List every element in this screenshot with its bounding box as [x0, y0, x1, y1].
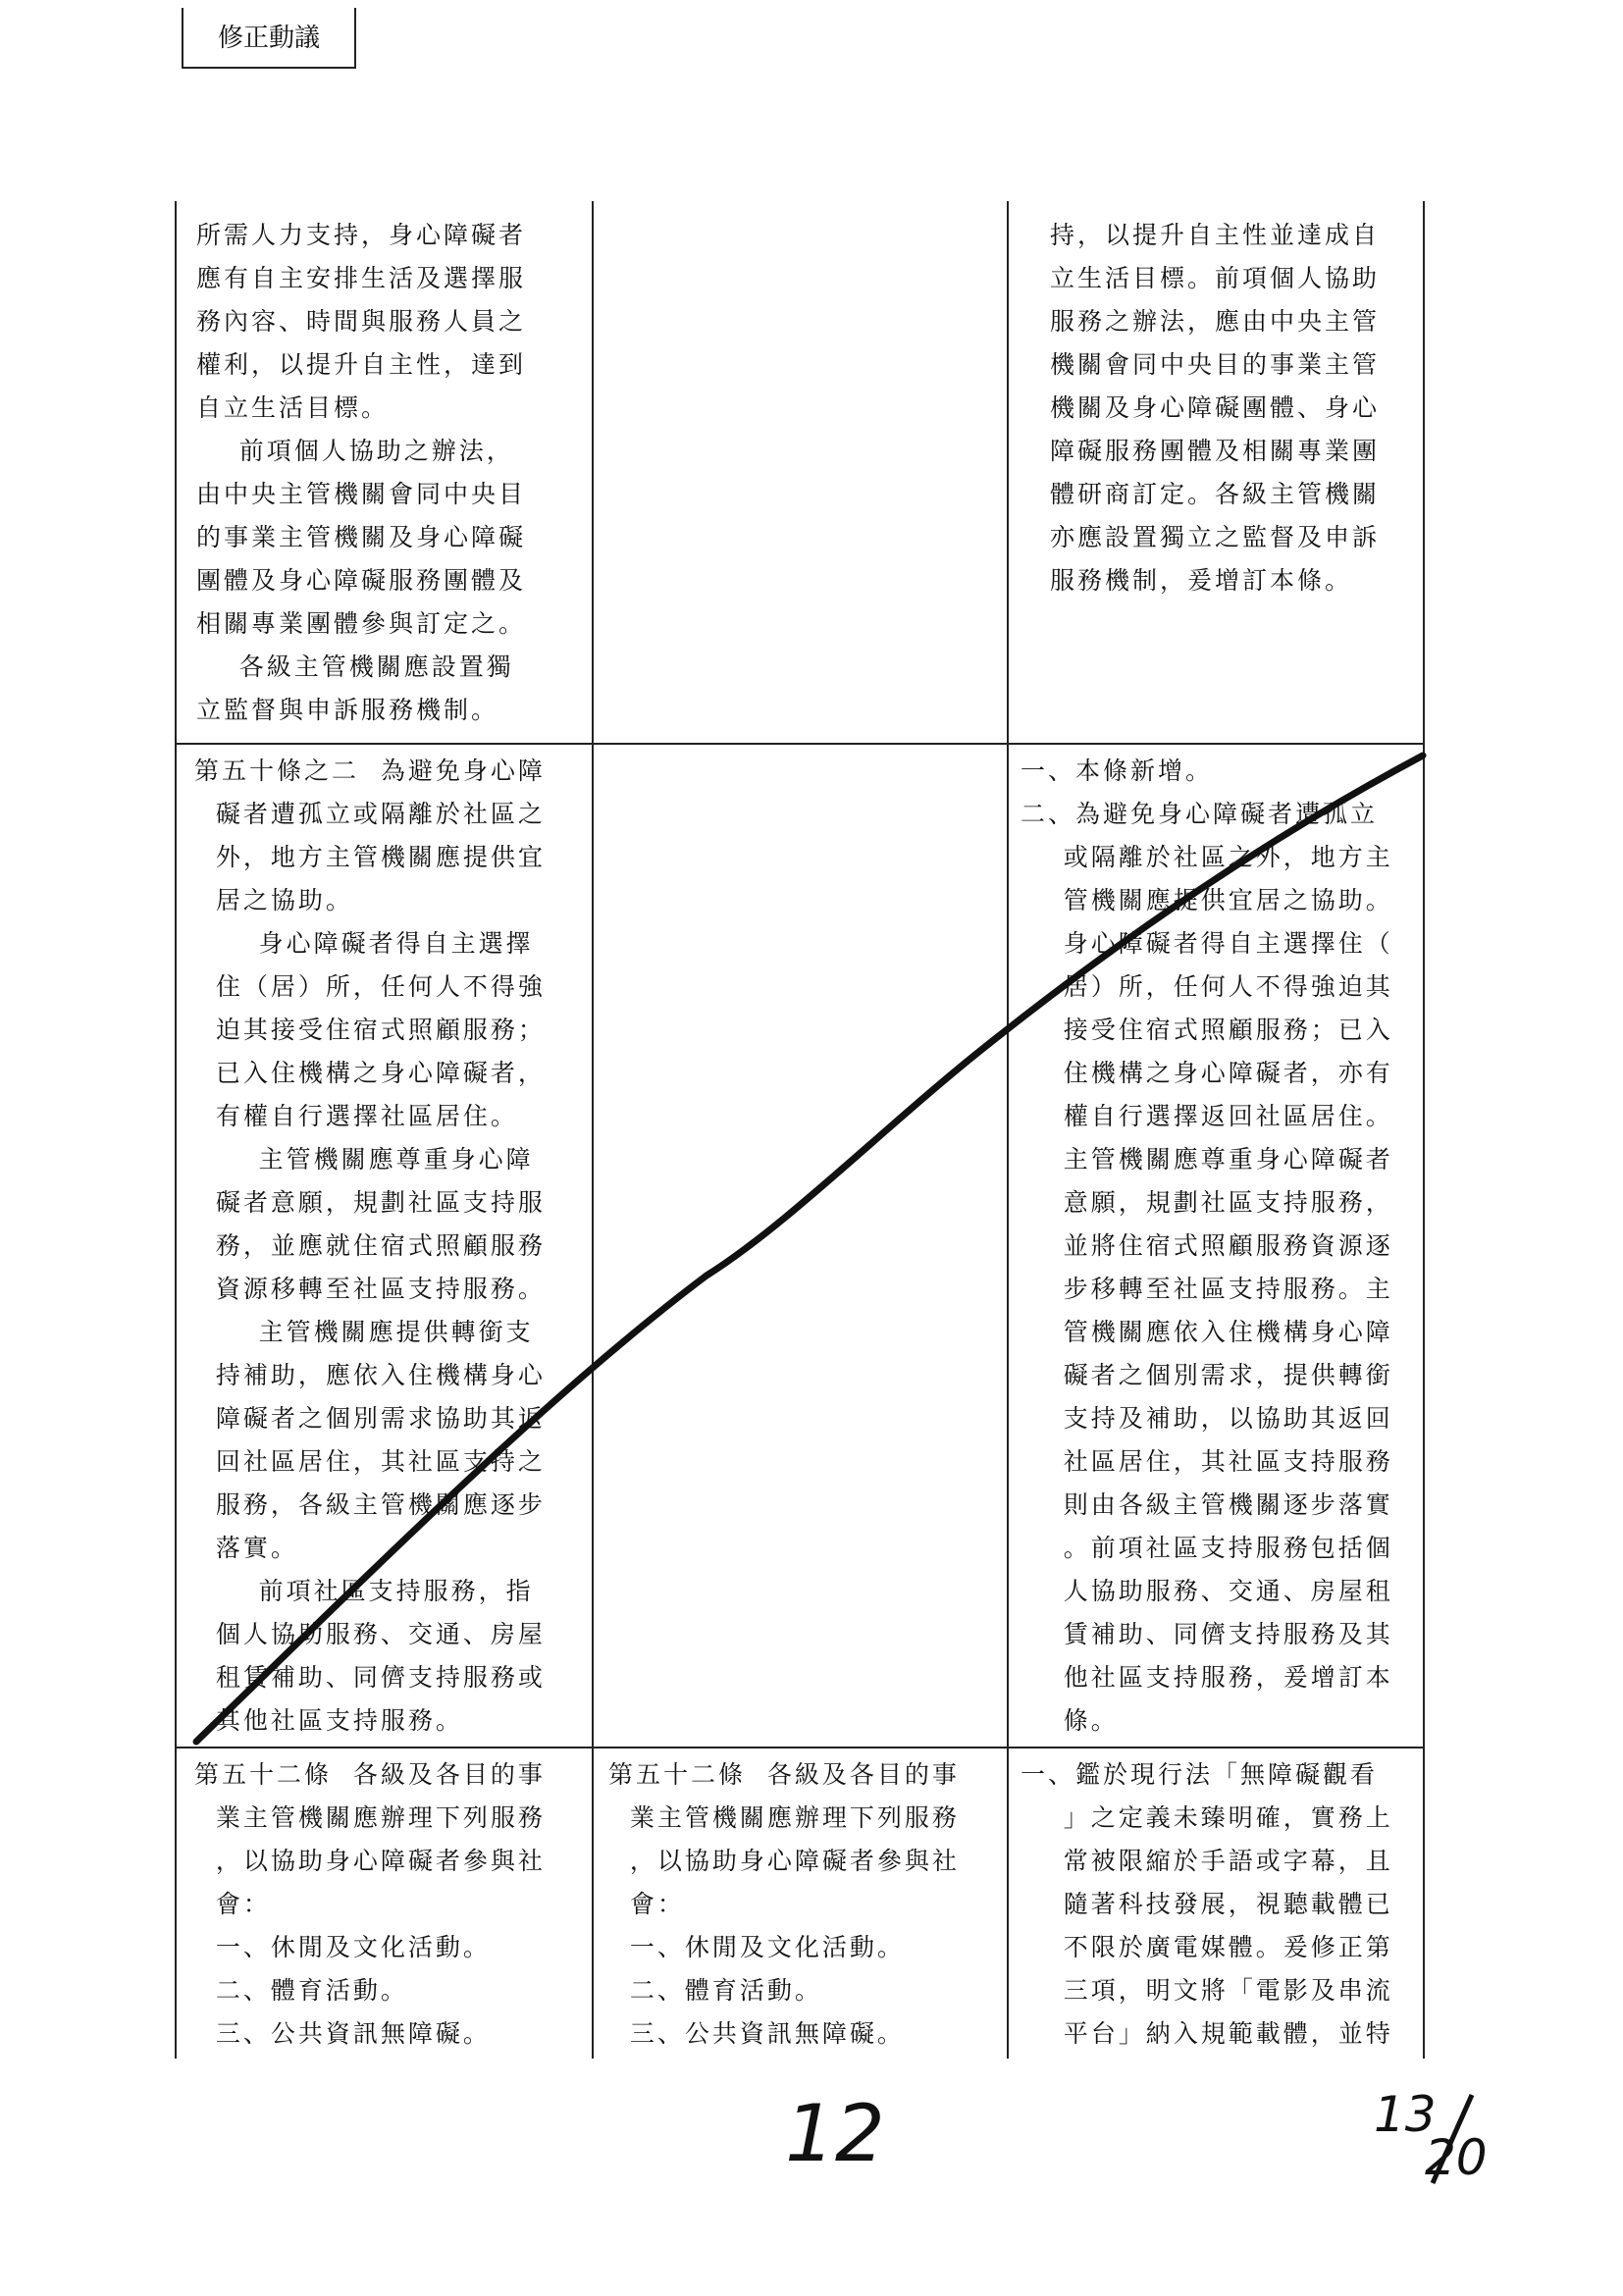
cell-line: 持補助，應依入住機構身心 — [194, 1361, 546, 1389]
cell-line: 三、公共資訊無障礙。 — [608, 2019, 905, 2048]
cell-line: 第五十二條 各級及各目的事 — [194, 1760, 546, 1789]
cell-line: ，以協助身心障礙者參與社 — [608, 1847, 960, 1875]
cell-line: 二、為避免身心障礙者遭孤立 — [1021, 800, 1379, 828]
cell-line: 住機構之身心障礙者，亦有 — [1021, 1059, 1393, 1087]
cell-line: 服務，各級主管機關應逐步 — [194, 1490, 546, 1519]
cell-line: 接受住宿式照顧服務；已入 — [1021, 1016, 1393, 1044]
cell-line: 外，地方主管機關應提供宜 — [194, 843, 546, 871]
cell-line: 三項，明文將「電影及串流 — [1021, 1976, 1393, 2005]
cell-line: 立監督與申訴服務機制。 — [196, 696, 499, 724]
cell-line: 個人協助服務、交通、房屋 — [194, 1620, 546, 1648]
cell-line: 意願，規劃社區支持服務， — [1021, 1188, 1393, 1217]
cell-line: 主管機關應提供轉銜支 — [194, 1318, 534, 1346]
cell-line: 服務機制，爰增訂本條。 — [1050, 566, 1353, 595]
cell-line: 迫其接受住宿式照顧服務； — [194, 1016, 546, 1044]
cell-line: 由中央主管機關會同中央目 — [196, 480, 527, 508]
sheet-fraction-top: 13 — [1374, 2086, 1437, 2143]
cell-line: 機關及身心障礙團體、身心 — [1050, 393, 1381, 422]
cell-line: 社區居住，其社區支持服務 — [1021, 1447, 1393, 1476]
cell-line: 。前項社區支持服務包括個 — [1021, 1534, 1393, 1562]
cell-line: 體研商訂定。各級主管機關 — [1050, 480, 1381, 508]
sheet-fraction-bottom: 20 — [1425, 2129, 1488, 2186]
cell-line: 礙者之個別需求，提供轉銜 — [1021, 1361, 1393, 1389]
cell-line: 他社區支持服務，爰增訂本 — [1021, 1663, 1393, 1692]
cell-line: 的事業主管機關及身心障礙 — [196, 523, 527, 551]
cell-line: 不限於廣電媒體。爰修正第 — [1021, 1933, 1393, 1961]
cell-line: 權自行選擇返回社區居住。 — [1021, 1102, 1393, 1130]
cell-line: 主管機關應尊重身心障 — [194, 1145, 534, 1174]
cell-line: 會： — [194, 1890, 271, 1918]
cell-line: 服務之辦法，應由中央主管 — [1050, 307, 1381, 336]
cell-line: 第五十二條 各級及各目的事 — [608, 1760, 960, 1789]
cell-line: 二、體育活動。 — [608, 1976, 822, 2005]
cell-line: 所需人力支持，身心障礙者 — [196, 221, 527, 249]
cell-line: 有權自行選擇社區居住。 — [194, 1102, 518, 1130]
cell-line: 資源移轉至社區支持服務。 — [194, 1275, 546, 1303]
cell-line: 賃補助、同儕支持服務及其 — [1021, 1620, 1393, 1648]
cell-line: 自立生活目標。 — [196, 393, 390, 422]
cell-line: 則由各級主管機關逐步落實 — [1021, 1490, 1393, 1519]
cell-line: 並將住宿式照顧服務資源逐 — [1021, 1231, 1393, 1260]
cell-line: 礙者意願，規劃社區支持服 — [194, 1188, 546, 1217]
cell-line: 身心障礙者得自主選擇 — [194, 929, 534, 958]
cell-line: 前項個人協助之辦法， — [196, 437, 514, 465]
cell-line: 三、公共資訊無障礙。 — [194, 2019, 491, 2048]
cell-line: 支持及補助，以協助其返回 — [1021, 1404, 1393, 1433]
cell-line: 管機關應依入住機構身心障 — [1021, 1318, 1393, 1346]
cell-line: 主管機關應尊重身心障礙者 — [1021, 1145, 1393, 1174]
cell-line: 一、鑑於現行法「無障礙觀看 — [1021, 1760, 1379, 1789]
cell-line: 步移轉至社區支持服務。主 — [1021, 1275, 1393, 1303]
cell-line: 一、休閒及文化活動。 — [608, 1933, 905, 1961]
cell-line: 業主管機關應辦理下列服務 — [608, 1803, 960, 1832]
cell-line: 障礙服務團體及相關專業團 — [1050, 437, 1381, 465]
cell-line: 持，以提升自主性並達成自 — [1050, 221, 1381, 249]
cell-line: 相關專業團體參與訂定之。 — [196, 609, 527, 638]
cell-line: 或隔離於社區之外，地方主 — [1021, 843, 1393, 871]
cell-line: 業主管機關應辦理下列服務 — [194, 1803, 546, 1832]
cell-line: 亦應設置獨立之監督及申訴 — [1050, 523, 1381, 551]
cell-line: 」之定義未臻明確，實務上 — [1021, 1803, 1393, 1832]
cell-line: 障礙者之個別需求協助其返 — [194, 1404, 546, 1433]
cell-line: 權利，以提升自主性，達到 — [196, 350, 527, 379]
cell-line: 人協助服務、交通、房屋租 — [1021, 1577, 1393, 1605]
cell-line: 身心障礙者得自主選擇住（ — [1021, 929, 1393, 958]
cell-line: 平台」納入規範載體，並特 — [1021, 2019, 1393, 2048]
cell-line: 已入住機構之身心障礙者， — [194, 1059, 546, 1087]
cell-line: 立生活目標。前項個人協助 — [1050, 264, 1381, 292]
cell-line: 礙者遭孤立或隔離於社區之 — [194, 800, 546, 828]
cell-line: 應有自主安排生活及選擇服 — [196, 264, 527, 292]
cell-line: 回社區居住，其社區支持之 — [194, 1447, 546, 1476]
cell-line: 務內容、時間與服務人員之 — [196, 307, 527, 336]
cell-line: 二、體育活動。 — [194, 1976, 408, 2005]
cell-line: 一、本條新增。 — [1021, 757, 1214, 785]
cell-line: 落實。 — [194, 1534, 298, 1562]
cell-line: 其他社區支持服務。 — [194, 1706, 463, 1735]
cell-line: 住（居）所，任何人不得強 — [194, 972, 546, 1001]
cell-line: 管機關應提供宜居之協助。 — [1021, 886, 1393, 914]
cell-line: 隨著科技發展，視聽載體已 — [1021, 1890, 1393, 1918]
amendment-motion-stamp: 修正動議 — [182, 8, 356, 69]
cell-line: ，以協助身心障礙者參與社 — [194, 1847, 546, 1875]
cell-line: 前項社區支持服務，指 — [194, 1577, 534, 1605]
cell-line: 居）所，任何人不得強迫其 — [1021, 972, 1393, 1001]
cell-line: 機關會同中央目的事業主管 — [1050, 350, 1381, 379]
cell-line: 第五十條之二 為避免身心障 — [194, 757, 546, 785]
cell-line: 各級主管機關應設置獨 — [196, 652, 514, 681]
cell-line: 條。 — [1021, 1706, 1119, 1735]
cell-line: 會： — [608, 1890, 685, 1918]
cell-line: 一、休閒及文化活動。 — [194, 1933, 491, 1961]
cell-line: 團體及身心障礙服務團體及 — [196, 566, 527, 595]
cell-line: 務，並應就住宿式照顧服務 — [194, 1231, 546, 1260]
cell-line: 居之協助。 — [194, 886, 353, 914]
page-number: 12 — [785, 2088, 885, 2179]
cell-line: 租賃補助、同儕支持服務或 — [194, 1663, 546, 1692]
cell-line: 常被限縮於手語或字幕，且 — [1021, 1847, 1393, 1875]
